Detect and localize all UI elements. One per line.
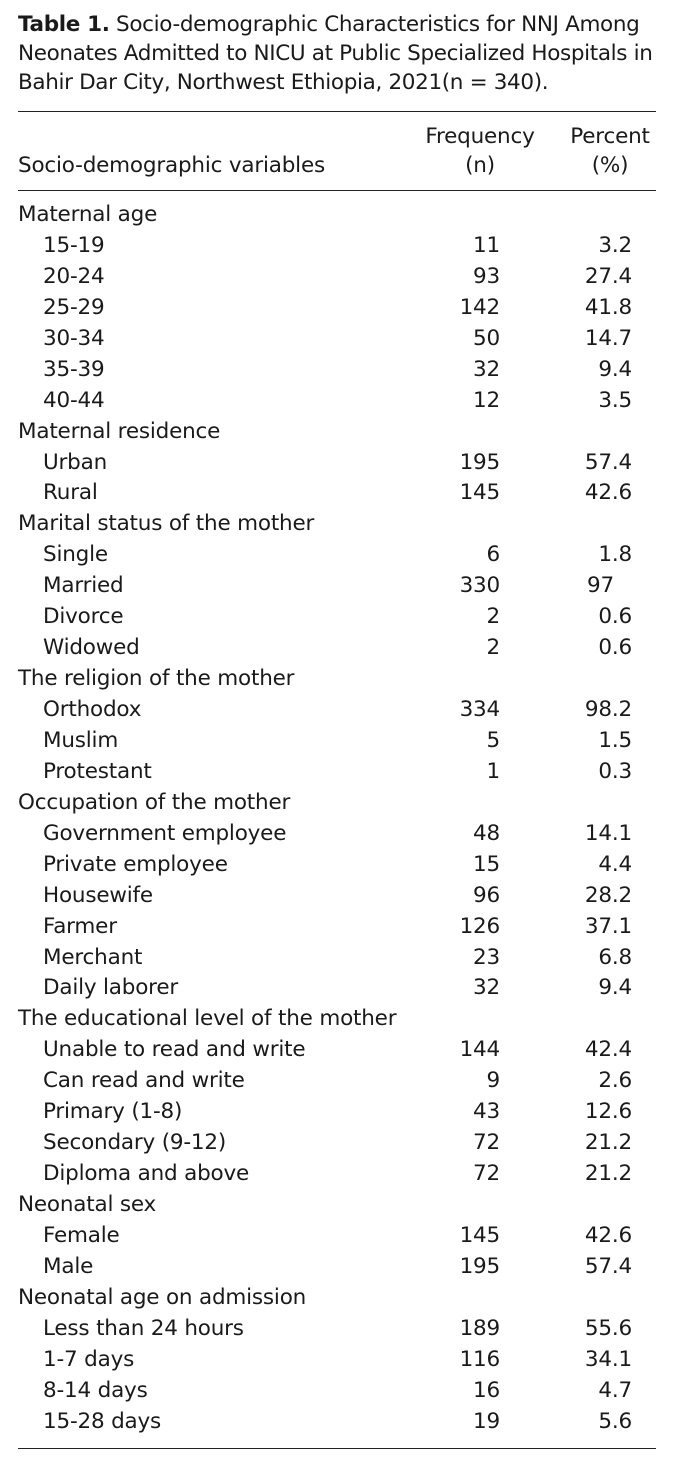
percent-cell: 0.6 — [598, 635, 632, 661]
table-group-row — [0, 509, 674, 540]
group-label: Maternal age — [18, 202, 158, 227]
row-label: Merchant — [43, 944, 143, 970]
table-row — [0, 324, 674, 355]
row-label: Widowed — [43, 635, 140, 661]
percent-cell: 57.4 — [584, 449, 632, 475]
frequency-cell: 72 — [473, 1130, 500, 1156]
frequency-cell: 12 — [473, 387, 500, 413]
table-group-row — [0, 1004, 674, 1035]
percent-cell: 28.2 — [584, 882, 632, 908]
frequency-cell: 9 — [486, 1068, 500, 1094]
frequency-cell: 195 — [459, 449, 500, 475]
frequency-cell: 126 — [459, 913, 500, 939]
table-row — [0, 1252, 674, 1283]
table-group-row — [0, 417, 674, 448]
frequency-cell: 48 — [473, 820, 500, 846]
frequency-cell: 72 — [473, 1161, 500, 1187]
group-label: Neonatal sex — [18, 1192, 157, 1217]
percent-cell: 27.4 — [584, 263, 632, 289]
row-label: Orthodox — [43, 697, 142, 722]
row-label: 20-24 — [43, 263, 105, 289]
frequency-cell: 32 — [473, 975, 500, 1001]
row-label: Primary (1-8) — [43, 1099, 183, 1125]
row-label: Government employee — [43, 820, 287, 846]
group-label: Maternal residence — [18, 418, 221, 444]
percent-cell: 1.8 — [598, 542, 632, 568]
row-label: Diploma and above — [43, 1161, 250, 1187]
table-row — [0, 1128, 674, 1159]
row-label: 25-29 — [43, 294, 105, 320]
row-label: Private employee — [43, 851, 228, 877]
percent-cell: 57.4 — [584, 1253, 632, 1279]
group-label: Marital status of the mother — [18, 511, 315, 537]
frequency-cell: 96 — [473, 882, 500, 908]
row-label: 35-39 — [43, 356, 105, 382]
percent-cell: 41.8 — [584, 294, 632, 320]
table-row — [0, 1376, 674, 1407]
percent-cell: 97 — [587, 573, 614, 599]
frequency-cell: 32 — [473, 356, 500, 382]
percent-cell: 12.6 — [584, 1099, 632, 1125]
row-label: Muslim — [43, 727, 119, 753]
frequency-cell: 1 — [486, 758, 500, 784]
table-row — [0, 448, 674, 479]
row-label: Can read and write — [43, 1068, 245, 1094]
header-rule — [18, 190, 656, 191]
frequency-cell: 19 — [473, 1408, 500, 1434]
percent-cell: 42.6 — [584, 1222, 632, 1248]
header-percent-line2: (%) — [591, 153, 629, 178]
percent-cell: 5.6 — [598, 1408, 632, 1434]
frequency-cell: 15 — [473, 851, 500, 877]
row-label: Female — [43, 1222, 120, 1248]
table-row — [0, 1314, 674, 1345]
table-row — [0, 726, 674, 757]
frequency-cell: 144 — [459, 1037, 500, 1063]
table-group-row — [0, 200, 674, 231]
row-label: Farmer — [43, 913, 117, 939]
percent-cell: 4.4 — [598, 851, 632, 877]
frequency-cell: 6 — [486, 542, 500, 568]
frequency-cell: 2 — [486, 604, 500, 630]
table-row — [0, 262, 674, 293]
row-label: Less than 24 hours — [43, 1315, 244, 1341]
table-row — [0, 571, 674, 602]
frequency-cell: 2 — [486, 635, 500, 661]
table-row — [0, 1066, 674, 1097]
frequency-cell: 145 — [459, 480, 500, 506]
table-group-row — [0, 788, 674, 819]
frequency-cell: 145 — [459, 1222, 500, 1248]
percent-cell: 42.4 — [584, 1037, 632, 1063]
row-label: Daily laborer — [43, 975, 179, 1001]
table-row — [0, 1159, 674, 1190]
percent-cell: 14.7 — [584, 325, 632, 351]
frequency-cell: 11 — [473, 232, 500, 258]
table-row — [0, 540, 674, 571]
table-row — [0, 478, 674, 509]
row-label: Urban — [43, 449, 108, 475]
header-percent-line1: Percent — [570, 124, 650, 149]
frequency-cell: 5 — [486, 727, 500, 753]
percent-cell: 3.5 — [598, 387, 632, 413]
caption-text: Socio-demographic Characteristics for NNJ Among Neonates Admitted to NICU at Public Specialized Hospitals in Bahir Dar City, Northwest Ethiopia, 2021(n = 340). — [18, 12, 653, 95]
header-percent — [560, 122, 660, 180]
percent-cell: 9.4 — [598, 975, 632, 1001]
table-row — [0, 1221, 674, 1252]
frequency-cell: 330 — [459, 573, 500, 599]
percent-cell: 21.2 — [584, 1130, 632, 1156]
row-label: 15-28 days — [43, 1408, 162, 1434]
percent-cell: 34.1 — [584, 1346, 632, 1372]
percent-cell: 37.1 — [584, 913, 632, 939]
row-label: Male — [43, 1253, 94, 1279]
row-label: 8-14 days — [43, 1377, 148, 1403]
row-label: Secondary (9-12) — [43, 1130, 227, 1156]
table-row — [0, 757, 674, 788]
row-label: 15-19 — [43, 232, 105, 258]
percent-cell: 98.2 — [584, 697, 632, 722]
header-frequency — [400, 122, 560, 180]
table-body — [0, 200, 674, 1438]
table-row — [0, 695, 674, 726]
table-row — [0, 912, 674, 943]
percent-cell: 14.1 — [584, 820, 632, 846]
row-label: Unable to read and write — [43, 1037, 306, 1063]
table-row — [0, 602, 674, 633]
frequency-cell: 116 — [459, 1346, 500, 1372]
bottom-rule — [18, 1448, 656, 1449]
caption-label: Table 1. — [18, 12, 110, 37]
table-row — [0, 293, 674, 324]
table-row — [0, 973, 674, 1004]
table-row — [0, 850, 674, 881]
frequency-cell: 50 — [473, 325, 500, 351]
table-group-row — [0, 1190, 674, 1221]
table-row — [0, 355, 674, 386]
table-row — [0, 1035, 674, 1066]
row-label: Married — [43, 573, 124, 599]
row-label: Single — [43, 542, 108, 568]
row-label: Protestant — [43, 758, 152, 784]
percent-cell: 4.7 — [598, 1377, 632, 1403]
frequency-cell: 189 — [459, 1315, 500, 1341]
table-group-row — [0, 664, 674, 695]
percent-cell: 0.3 — [598, 758, 632, 784]
percent-cell: 1.5 — [598, 727, 632, 753]
table-row — [0, 1097, 674, 1128]
percent-cell: 9.4 — [598, 356, 632, 382]
table-row — [0, 943, 674, 974]
frequency-cell: 334 — [459, 697, 500, 722]
top-rule — [18, 111, 656, 112]
table-row — [0, 819, 674, 850]
table-group-row — [0, 1283, 674, 1314]
row-label: Divorce — [43, 604, 124, 630]
group-label: The religion of the mother — [18, 666, 295, 692]
table-row — [0, 1345, 674, 1376]
frequency-cell: 16 — [473, 1377, 500, 1403]
header-frequency-line2: (n) — [465, 153, 495, 178]
percent-cell: 6.8 — [598, 944, 632, 970]
frequency-cell: 142 — [459, 294, 500, 320]
table-row — [0, 633, 674, 664]
table-row — [0, 1407, 674, 1438]
group-label: The educational level of the mother — [18, 1006, 397, 1032]
frequency-cell: 23 — [473, 944, 500, 970]
row-label: Rural — [43, 480, 98, 506]
percent-cell: 21.2 — [584, 1161, 632, 1187]
table-row — [0, 881, 674, 912]
table-caption — [18, 10, 664, 97]
row-label: 40-44 — [43, 387, 105, 413]
percent-cell: 0.6 — [598, 604, 632, 630]
table-row — [0, 386, 674, 417]
table-row — [0, 231, 674, 262]
header-variable: Socio-demographic variables — [18, 153, 325, 178]
group-label: Neonatal age on admission — [18, 1284, 307, 1310]
row-label: Housewife — [43, 882, 153, 908]
percent-cell: 2.6 — [598, 1068, 632, 1094]
frequency-cell: 43 — [473, 1099, 500, 1125]
frequency-cell: 195 — [459, 1253, 500, 1279]
percent-cell: 3.2 — [598, 232, 632, 258]
percent-cell: 42.6 — [584, 480, 632, 506]
header-frequency-line1: Frequency — [425, 124, 535, 149]
row-label: 30-34 — [43, 325, 105, 351]
frequency-cell: 93 — [473, 263, 500, 289]
group-label: Occupation of the mother — [18, 789, 291, 815]
percent-cell: 55.6 — [584, 1315, 632, 1341]
row-label: 1-7 days — [43, 1346, 135, 1372]
